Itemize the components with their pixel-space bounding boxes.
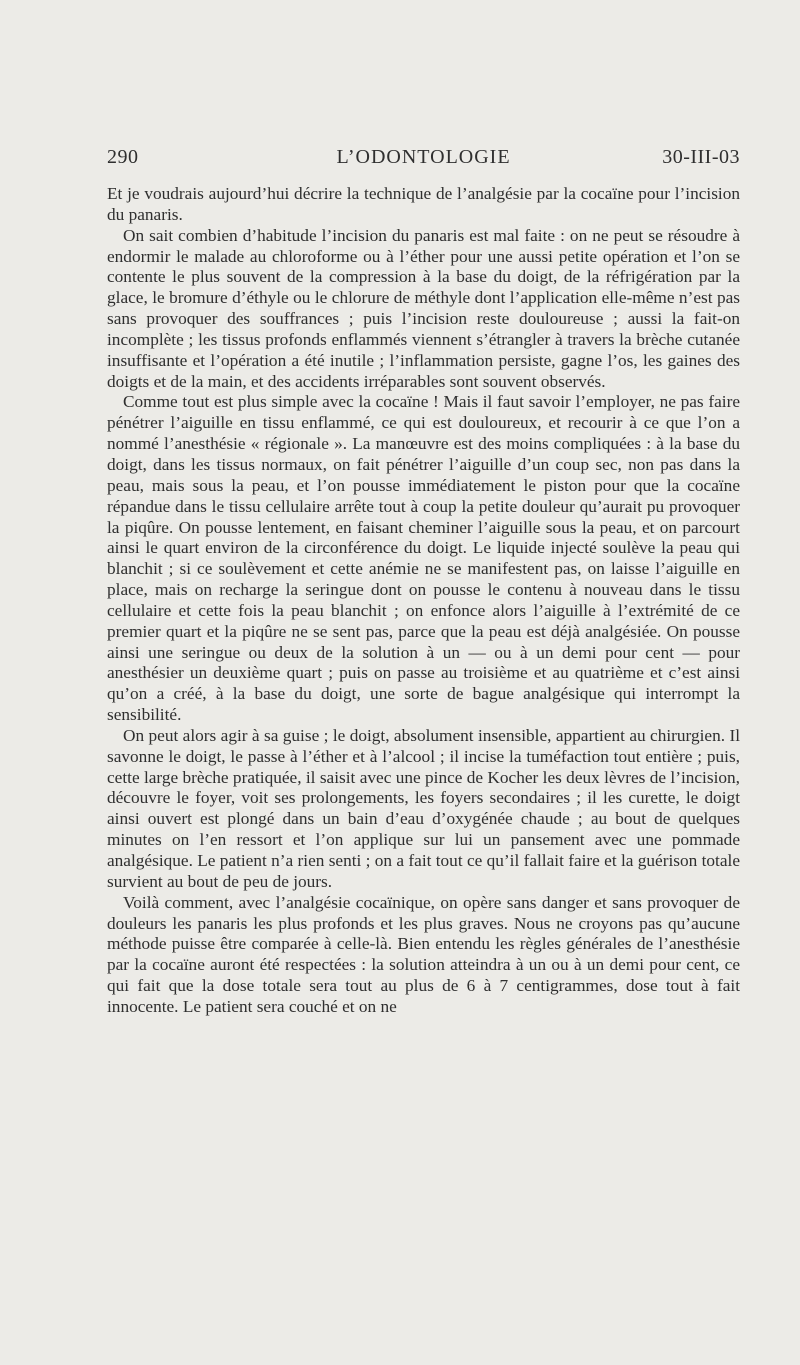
journal-title: L’ODONTOLOGIE (336, 146, 511, 168)
running-header (107, 146, 740, 172)
paragraph: Et je voudrais aujourd’hui décrire la technique de l’analgésie par la cocaïne pour l’incision du panaris. (107, 184, 740, 224)
paragraph: Comme tout est plus simple avec la cocaïne ! Mais il faut savoir l’employer, ne pas faire pénétrer l’aiguille en tissu enflammé, ce qui est douloureux, et recourir à ce que l’on a nommé l’anesthésie « régionale ». La manœuvre est des moins compliquées : à la base du doigt, dans les tissus normaux, on fait pénétrer l’aiguille d’un coup sec, non pas dans la peau, mais sous la peau, et l’on pousse immédiatement le piston pour que la cocaïne répandue dans le tissu cellulaire arrête tout à coup la petite douleur qu’aurait pu provoquer la piqûre. On pousse lentement, en faisant cheminer l’aiguille sous la peau, et on parcourt ainsi le quart environ de la circonférence du doigt. Le liquide injecté soulève la peau qui blanchit ; si ce soulèvement et cette anémie ne se manifestent pas, on laisse l’aiguille en place, mais on recharge la seringue dont on pousse le contenu à nouveau dans le tissu cellulaire et cette fois la peau blanchit ; on enfonce alors l’aiguille à l’extrémité de ce premier quart et la piqûre ne se sent pas, parce que la peau est déjà analgésiée. On pousse ainsi une seringue ou deux de la solution à un — ou à un demi pour cent — pour anesthésier un deuxième quart ; puis on passe au troisième et au quatrième et c’est ainsi qu’on a créé, à la base du doigt, une sorte de bague analgésique qui interrompt la sensibilité. (107, 392, 740, 725)
issue-date: 30-III-03 (662, 146, 740, 168)
paragraph: On sait combien d’habitude l’incision du panaris est mal faite : on ne peut se résoudre à endormir le malade au chloroforme ou à l’éther pour une aussi petite opération et l’on se contente le plus souvent de la compression à la base du doigt, de la réfrigération par la glace, le bromure d’éthyle ou le chlorure de méthyle dont l’application elle-même n’est pas sans provoquer des souffrances ; puis l’incision reste douloureuse ; aussi la fait-on incomplète ; les tissus profonds enflammés viennent s’étrangler à travers la brèche cutanée insuffisante et l’opération a été inutile ; l’inflammation persiste, gagne l’os, les gaines des doigts et de la main, et des accidents irréparables sont souvent observés. (107, 225, 740, 391)
paragraph: On peut alors agir à sa guise ; le doigt, absolument insensible, appartient au chirurgien. Il savonne le doigt, le passe à l’éther et à l’alcool ; il incise la tuméfaction tout entière ; puis, cette large brèche pratiquée, il saisit avec une pince de Kocher les deux lèvres de l’incision, découvre le foyer, voit ses prolongements, les foyers secondaires ; il les curette, le doigt ainsi ouvert est plongé dans un bain d’eau d’oxygénée chaude ; au bout de quelques minutes on l’en ressort et l’on applique sur lui un pansement avec une pommade analgésique. Le patient n’a rien senti ; on a fait tout ce qu’il fallait faire et la guérison totale survient au bout de peu de jours. (107, 725, 740, 891)
page-number: 290 (107, 146, 139, 168)
article-body (107, 184, 740, 1018)
paragraph: Voilà comment, avec l’analgésie cocaïnique, on opère sans danger et sans provoquer de douleurs les panaris les plus profonds et les plus graves. Nous ne croyons pas qu’aucune méthode puisse être comparée à celle-là. Bien entendu les règles générales de l’anesthésie par la cocaïne auront été respectées : la solution atteindra à un ou à un demi pour cent, ce qui fait que la dose totale sera tout au plus de 6 à 7 centigrammes, dose tout à fait innocente. Le patient sera couché et on ne (107, 892, 740, 1016)
